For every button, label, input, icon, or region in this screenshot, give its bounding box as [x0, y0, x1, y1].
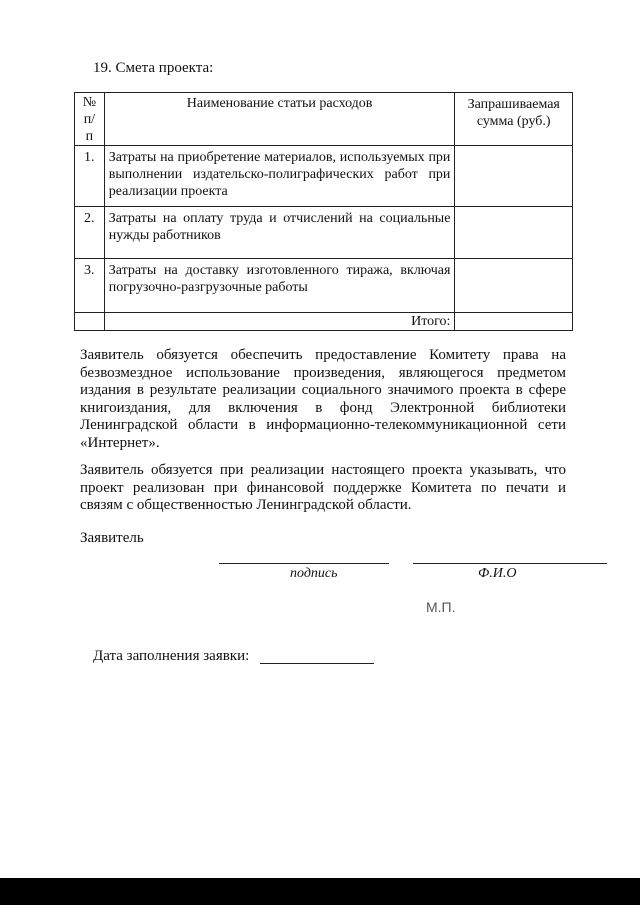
section-title: 19. Смета проекта: [93, 60, 214, 76]
paragraph-rights: Заявитель обязуется обеспечить предоставление Комитету права на безвозмездное использование произведения, являющегося предметом издания в результате реализации социального значимого проекта в сфере книгоиздания, для включения в фонд Электронной библиотеки Ленинградской области в информационно-телекоммуникационной сети «Интернет». [80, 347, 566, 451]
row-2-sum[interactable] [455, 207, 573, 259]
paragraph-support: Заявитель обязуется при реализации настоящего проекта указывать, что проект реализован при финансовой поддержке Комитета по печати и связям с общественностью Ленинградской области. [80, 462, 566, 513]
header-num-line-1: № [82, 95, 97, 110]
total-num-cell [75, 313, 105, 331]
row-1-sum[interactable] [455, 146, 573, 207]
header-name: Наименование статьи расходов [104, 93, 455, 146]
name-caption: Ф.И.О [478, 566, 517, 581]
row-1-name: Затраты на приобретение материалов, используемых при выполнении издательско-полиграфических работ при реализации проекта [104, 146, 455, 207]
estimate-table [74, 92, 573, 331]
header-num-line-3: п [85, 129, 94, 144]
row-2-name: Затраты на оплату труда и отчислений на социальные нужды работников [104, 207, 455, 259]
signature-caption: подпись [290, 566, 338, 581]
scan-bottom-bar [0, 878, 640, 905]
row-1-num: 1. [75, 146, 105, 207]
signature-line[interactable] [219, 563, 389, 564]
total-row [75, 313, 573, 331]
date-line[interactable] [260, 663, 374, 664]
row-2-num: 2. [75, 207, 105, 259]
header-sum: Запрашиваемая сумма (руб.) [455, 93, 573, 146]
table-row [75, 259, 573, 313]
table-row [75, 207, 573, 259]
total-value[interactable] [455, 313, 573, 331]
applicant-label: Заявитель [80, 530, 144, 546]
row-3-name: Затраты на доставку изготовленного тиража, включая погрузочно-разгрузочные работы [104, 259, 455, 313]
header-num-line-2: п/ [83, 112, 96, 127]
stamp-label: М.П. [426, 599, 456, 615]
date-label: Дата заполнения заявки: [93, 648, 250, 664]
header-num [75, 93, 105, 146]
name-line[interactable] [413, 563, 607, 564]
row-3-num: 3. [75, 259, 105, 313]
table-header-row [75, 93, 573, 146]
row-3-sum[interactable] [455, 259, 573, 313]
total-label: Итого: [104, 313, 455, 331]
table-row [75, 146, 573, 207]
